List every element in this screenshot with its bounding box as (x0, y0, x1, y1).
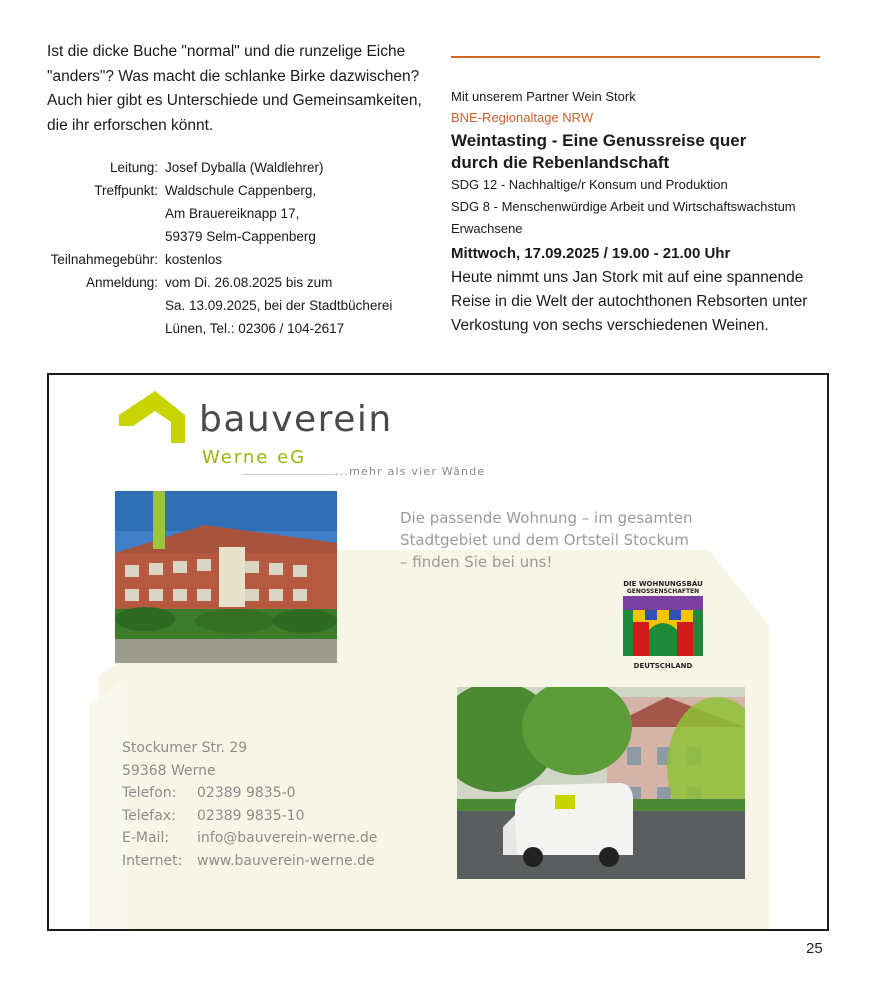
event-details (47, 156, 447, 340)
treffpunkt-row-3 (47, 225, 447, 248)
street-line: Stockumer Str. 29 (122, 740, 248, 756)
description-line: Reise in die Welt der autochthonen Rebsorten unter (451, 293, 808, 310)
fax-value: 02389 9835-10 (197, 807, 305, 824)
coop-logo-bottom: DEUTSCHLAND (633, 662, 693, 670)
slogan-line: Die passende Wohnung – im gesamten (400, 509, 693, 527)
description-line: Verkostung von sechs verschiedenen Weinen. (451, 317, 769, 334)
phone-row (122, 782, 377, 805)
section-divider (451, 56, 820, 58)
treffpunkt-value: Waldschule Cappenberg, (165, 183, 317, 198)
series-label: BNE-Regionaltage NRW (451, 110, 594, 125)
gebuehr-label: Teilnahmegebühr: (50, 252, 158, 267)
anmeldung-date: Sa. 13.09.2025, bei der Stadtbücherei (165, 298, 393, 313)
web-label: Internet: (122, 852, 183, 869)
treffpunkt-row (47, 179, 447, 202)
anmeldung-row-2 (47, 294, 447, 317)
email-label: E-Mail: (122, 830, 170, 846)
gebuehr-row (47, 248, 447, 271)
leitung-row (47, 156, 447, 179)
contact-block (122, 737, 377, 872)
description-line: Heute nimmt uns Jan Stork mit auf eine spannende (451, 269, 804, 286)
brand-tagline: ...mehr als vier Wände (335, 465, 486, 478)
anmeldung-phone: Lünen, Tel.: 02306 / 104-2617 (165, 321, 345, 336)
intro-line: die ihr erforschen könnt. (47, 116, 214, 134)
page-number: 25 (806, 940, 823, 957)
anmeldung-value: vom Di. 26.08.2025 bis zum (165, 275, 333, 290)
city-line: 59368 Werne (122, 762, 216, 779)
event-block (451, 86, 831, 338)
email-row (122, 827, 377, 850)
phone-label: Telefon: (122, 785, 177, 801)
fax-label: Telefax: (122, 807, 176, 824)
event-title-line: Weintasting - Eine Genussreise quer (451, 131, 747, 150)
phone-value: 02389 9835-0 (197, 785, 296, 801)
anmeldung-row-3 (47, 317, 447, 340)
web-row (122, 850, 377, 873)
treffpunkt-row-2 (47, 202, 447, 225)
partner-line: Mit unserem Partner Wein Stork (451, 89, 636, 104)
ad-slogan (400, 507, 720, 573)
tagline-divider (243, 474, 335, 475)
email-value: info@bauverein-werne.de (197, 830, 378, 846)
leitung-label: Leitung: (109, 160, 158, 175)
intro-line: Ist die dicke Buche "normal" und die runzelige Eiche (47, 43, 406, 60)
coop-logo-top2: GENOSSENSCHAFTEN (626, 588, 700, 595)
intro-line: Auch hier gibt es Unterschiede und Gemeinsamkeiten, (47, 92, 422, 109)
event-title-line: durch die Rebenlandschaft (451, 153, 670, 172)
slogan-line: Stadtgebiet und dem Ortsteil Stockum (400, 531, 689, 549)
office-building-photo (115, 491, 337, 663)
leitung-value: Josef Dyballa (Waldlehrer) (165, 160, 324, 175)
intro-line: "anders"? Was macht die schlanke Birke dazwischen? (47, 67, 420, 85)
wohnungsbaugenossenschaften-logo-icon (618, 578, 708, 670)
gebuehr-value: kostenlos (165, 252, 223, 267)
brand-name: bauverein (199, 399, 393, 440)
web-value: www.bauverein-werne.de (197, 852, 375, 869)
anmeldung-row (47, 271, 447, 294)
bauverein-roof-logo-icon (119, 385, 191, 447)
event-title (451, 130, 831, 174)
event-date: Mittwoch, 17.09.2025 / 19.00 - 21.00 Uhr (451, 245, 731, 262)
anmeldung-label: Anmeldung: (85, 275, 158, 290)
treffpunkt-label: Treffpunkt: (94, 183, 158, 198)
coop-logo-top1: DIE WOHNUNGSBAU (623, 580, 703, 588)
sdg-line: SDG 12 - Nachhaltige/r Konsum und Produktion (451, 177, 728, 192)
fax-row (122, 805, 377, 828)
bauverein-advertisement (47, 373, 829, 931)
treffpunkt-city: 59379 Selm-Cappenberg (165, 229, 316, 244)
intro-paragraph (47, 40, 437, 138)
company-van-photo (457, 687, 745, 879)
event-description (451, 266, 831, 338)
sdg-line: SDG 8 - Menschenwürdige Arbeit und Wirtschaftswachstum (451, 199, 796, 214)
slogan-line: – finden Sie bei uns! (400, 553, 553, 571)
treffpunkt-street: Am Brauereiknapp 17, (165, 206, 300, 221)
brand-subname: Werne eG (202, 447, 307, 468)
audience-label: Erwachsene (451, 221, 523, 236)
